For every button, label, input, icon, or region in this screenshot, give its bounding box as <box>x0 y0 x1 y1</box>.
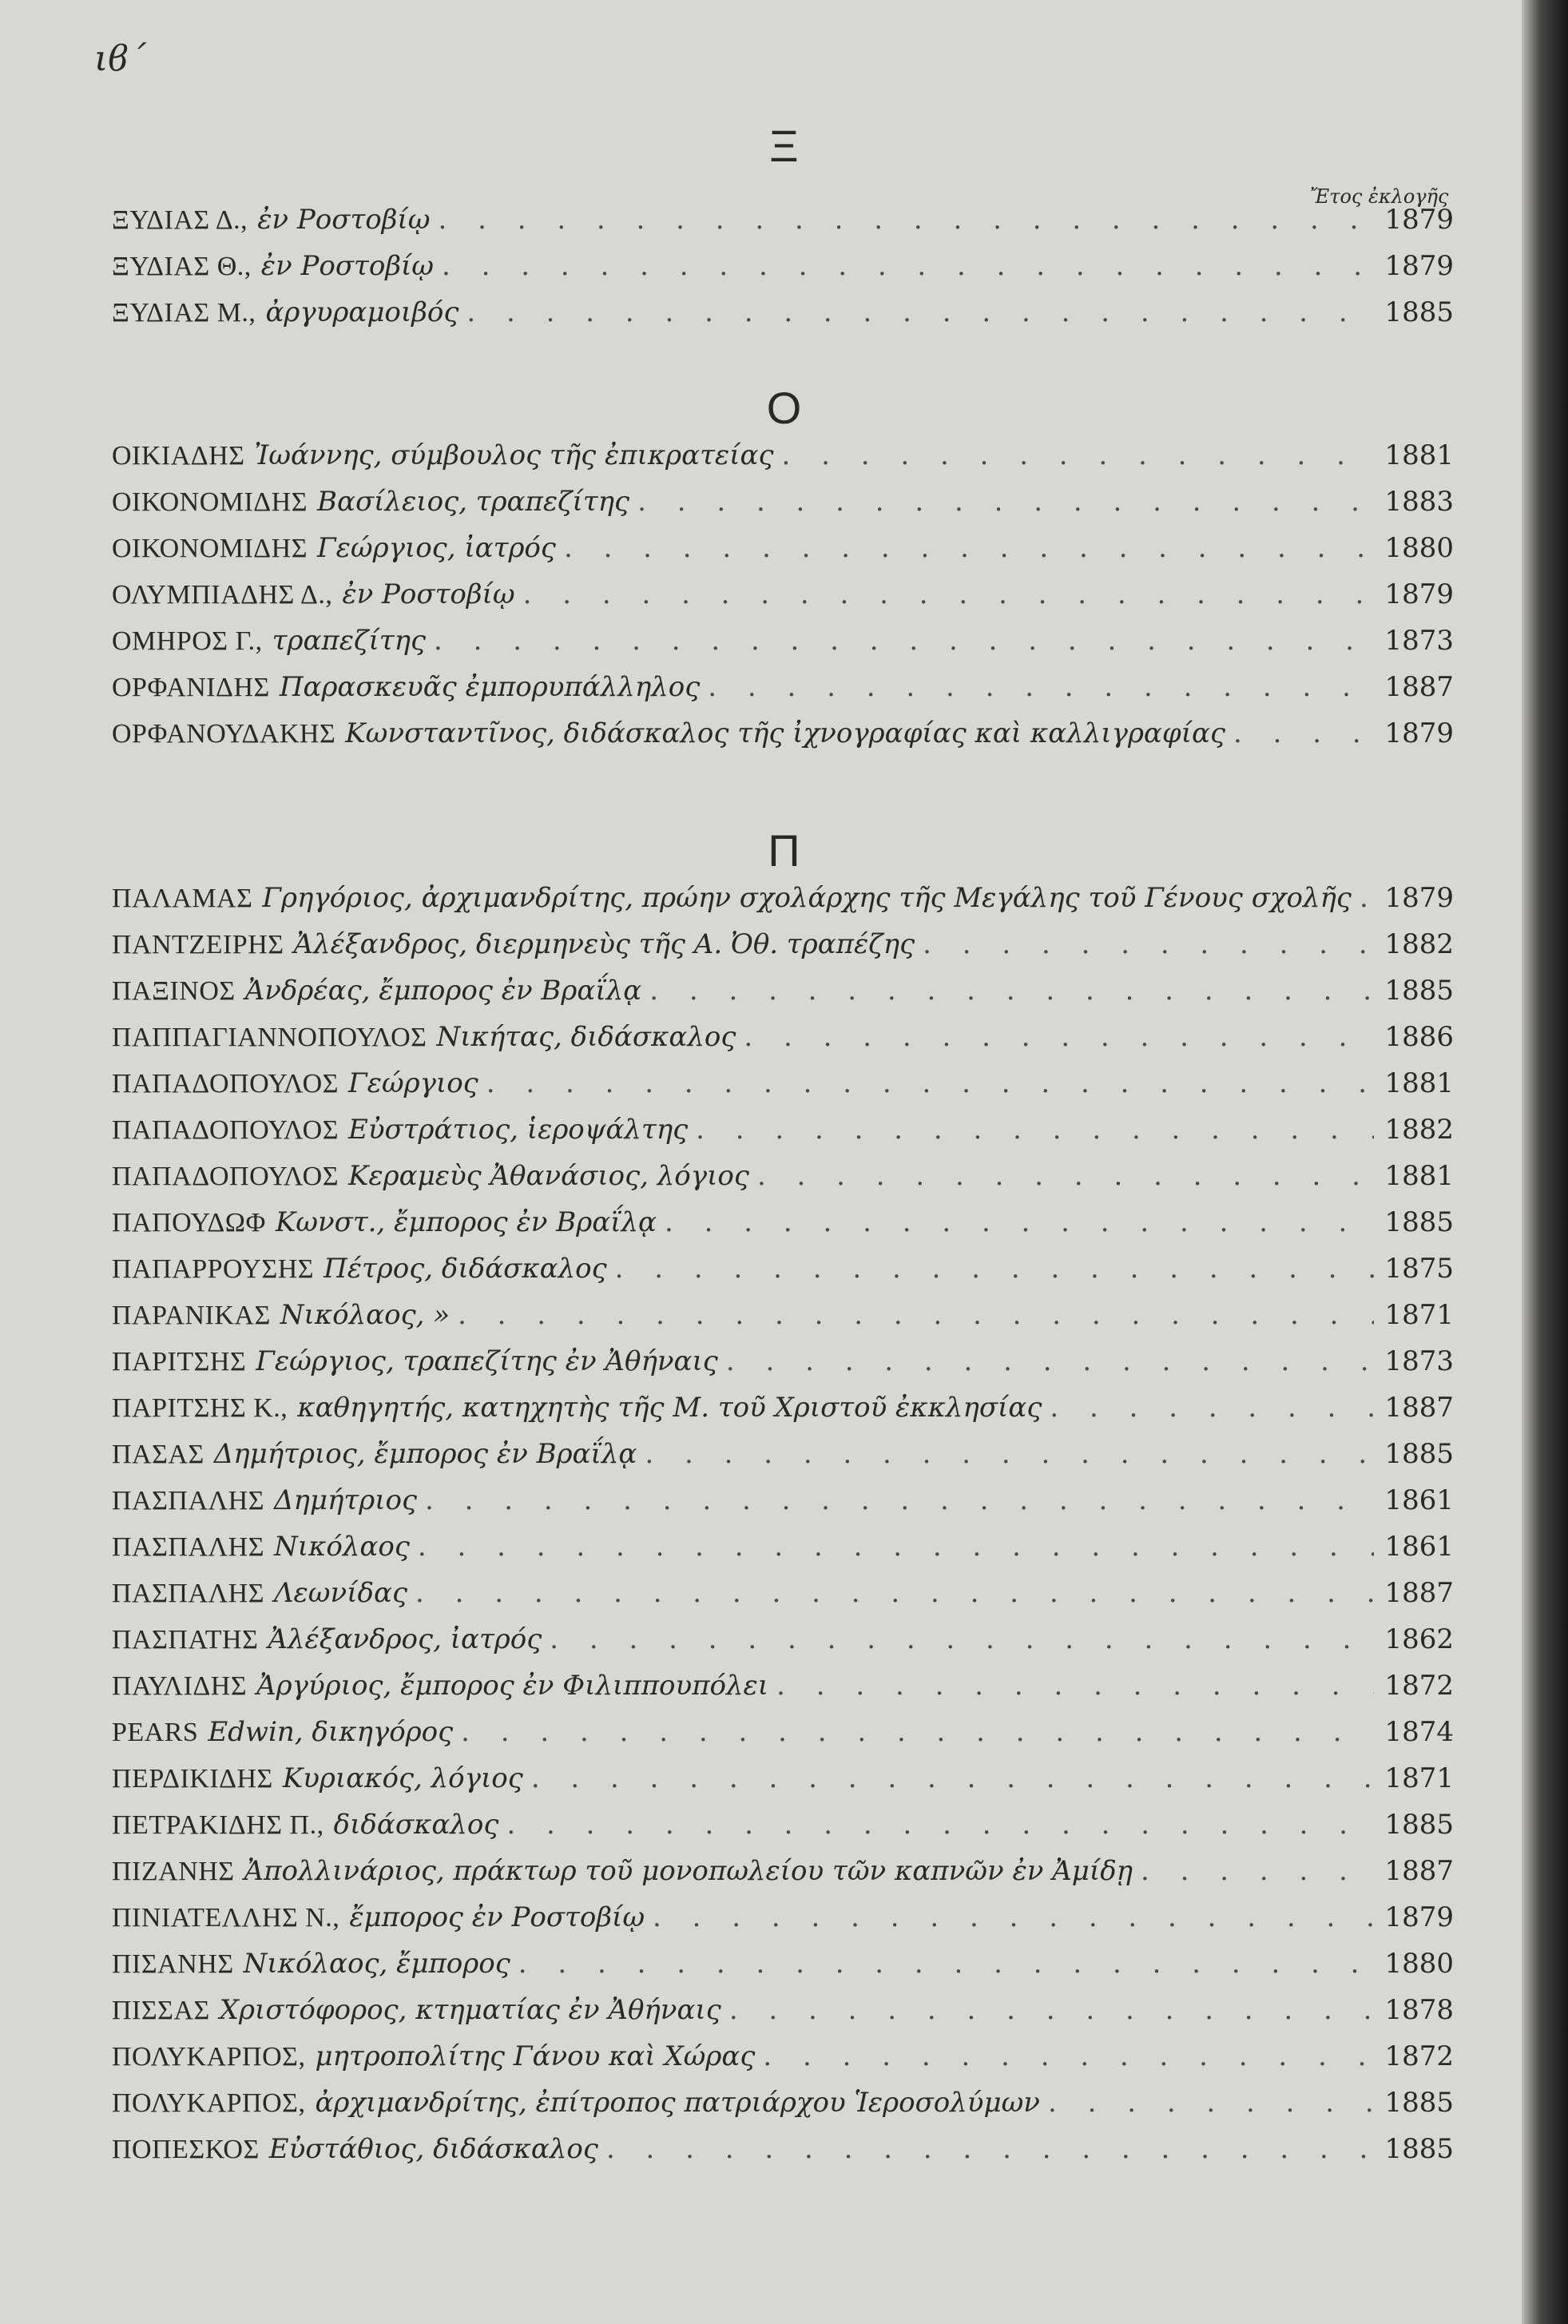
entry-year: 1885 <box>1384 296 1454 328</box>
list-item <box>112 882 1454 928</box>
entry-year: 1885 <box>1384 2087 1454 2119</box>
entry-description: Παρασκευᾶς ἐμπορυπάλληλος <box>279 671 701 703</box>
entry-year: 1887 <box>1384 1855 1454 1887</box>
list-item <box>112 1484 1454 1531</box>
dot-leader <box>415 1577 1374 1609</box>
entry-description: Ἀργύριος, ἔμπορος ἐν Φιλιππουπόλει <box>256 1670 769 1702</box>
list-item <box>112 717 1454 764</box>
entry-surname: ΠΑΛΑΜΑΣ <box>112 884 253 913</box>
entry-year: 1861 <box>1384 1484 1454 1516</box>
dot-leader <box>550 1623 1374 1655</box>
list-item <box>112 2040 1454 2087</box>
list-item <box>112 1901 1454 1948</box>
list-item <box>112 204 1454 250</box>
entry-surname: ΠΟΛΥΚΑΡΠΟΣ, <box>112 2088 306 2118</box>
page-number: ιϐ΄ <box>94 38 146 79</box>
section-letter: Ο <box>766 383 802 433</box>
entry-description: ἔμπορος ἐν Ροστοβίῳ <box>349 1901 645 1933</box>
entry-surname: ΠΑΠΑΔΟΠΟΥΛΟΣ <box>112 1115 339 1145</box>
dot-leader <box>744 1021 1374 1053</box>
dot-leader <box>425 1484 1374 1516</box>
list-item <box>112 1299 1454 1345</box>
entry-description: Γεώργιος, ἰατρός <box>317 532 556 564</box>
entry-surname: ΠΑΞΙΝΟΣ <box>112 976 236 1006</box>
entry-year: 1879 <box>1384 250 1454 282</box>
entry-description: καθηγητής, κατηχητὴς τῆς Μ. τοῦ Χριστοῦ ἐκκλησίας <box>297 1392 1042 1424</box>
entry-description: Ἀλέξανδρος, ἰατρός <box>268 1623 542 1655</box>
entry-surname: ΠΑΣΠΑΛΗΣ <box>112 1579 264 1608</box>
entry-description: Εὐστάθιος, διδάσκαλος <box>268 2133 598 2165</box>
entry-year: 1873 <box>1384 1345 1454 1377</box>
dot-leader <box>606 2133 1374 2165</box>
dot-leader <box>523 578 1374 610</box>
list-item <box>112 671 1454 717</box>
entry-description: Βασίλειος, τραπεζίτης <box>317 486 630 518</box>
list-item <box>112 1623 1454 1670</box>
entry-surname: ΟΙΚΟΝΟΜΙΔΗΣ <box>112 487 308 517</box>
entry-year: 1885 <box>1384 1206 1454 1238</box>
entry-surname: ΞΥΔΙΑΣ Θ., <box>112 252 252 281</box>
entry-surname: ΟΙΚΟΝΟΜΙΔΗΣ <box>112 534 308 563</box>
list-item <box>112 250 1454 296</box>
entry-surname: ΠΑΝΤΖΕΙΡΗΣ <box>112 930 284 959</box>
year-column-header: Ἔτος ἐκλογῆς <box>1310 185 1449 208</box>
dot-leader <box>506 1809 1374 1841</box>
entry-year: 1874 <box>1384 1716 1454 1748</box>
list-item <box>112 1948 1454 1994</box>
dot-leader <box>782 439 1375 471</box>
dot-leader <box>1141 1855 1374 1887</box>
entry-surname: ΠΑΥΛΙΔΗΣ <box>112 1671 248 1701</box>
entry-surname: ΟΡΦΑΝΙΔΗΣ <box>112 673 270 702</box>
list-item <box>112 1067 1454 1114</box>
list-item <box>112 1670 1454 1716</box>
dot-leader <box>461 1716 1374 1748</box>
list-item <box>112 486 1454 532</box>
dot-leader <box>434 625 1374 657</box>
list-item <box>112 1438 1454 1484</box>
entry-year: 1882 <box>1384 1114 1454 1146</box>
list-item <box>112 975 1454 1021</box>
section-entries <box>112 882 1454 2179</box>
list-item <box>112 2133 1454 2179</box>
dot-leader <box>418 1531 1374 1563</box>
list-item <box>112 1392 1454 1438</box>
entry-description: ἀρχιμανδρίτης, ἐπίτροπος πατριάρχου Ἱεροσολύμων <box>315 2087 1040 2119</box>
entry-description: Κεραμεὺς Ἀθανάσιος, λόγιος <box>348 1160 749 1192</box>
entry-year: 1881 <box>1384 1067 1454 1099</box>
entry-surname: ΞΥΔΙΑΣ Μ., <box>112 298 256 328</box>
entry-description: Edwin, δικηγόρος <box>208 1716 454 1748</box>
dot-leader <box>466 296 1374 328</box>
entry-year: 1883 <box>1384 486 1454 518</box>
list-item <box>112 1114 1454 1160</box>
list-item <box>112 928 1454 975</box>
entry-surname: ΠΑΡΙΤΣΗΣ Κ., <box>112 1393 288 1423</box>
dot-leader <box>442 250 1374 282</box>
list-item <box>112 1345 1454 1392</box>
entry-description: ἐν Ροστοβίῳ <box>257 204 431 236</box>
entry-surname: ΟΛΥΜΠΙΑΔΗΣ Δ., <box>112 580 333 610</box>
dot-leader <box>763 2040 1374 2072</box>
entry-surname: ΟΡΦΑΝΟΥΔΑΚΗΣ <box>112 719 336 749</box>
dot-leader <box>757 1160 1374 1192</box>
dot-leader <box>696 1114 1374 1146</box>
entry-description: Γρηγόριος, ἀρχιμανδρίτης, πρώην σχολάρχης τῆς Μεγάλης τοῦ Γένους σχολῆς <box>262 882 1352 914</box>
entry-surname: PEARS <box>112 1718 199 1747</box>
entry-year: 1872 <box>1384 2040 1454 2072</box>
dot-leader <box>665 1206 1374 1238</box>
entry-description: Ἀνδρέας, ἔμπορος ἐν Βραΐλᾳ <box>244 975 642 1007</box>
entry-description: Κωνστ., ἔμπορος ἐν Βραΐλᾳ <box>275 1206 657 1238</box>
entry-year: 1872 <box>1384 1670 1454 1702</box>
entry-surname: ΠΙΣΣΑΣ <box>112 1996 210 2025</box>
entry-description: Γεώργιος <box>348 1067 478 1099</box>
entry-surname: ΠΙΣΑΝΗΣ <box>112 1949 234 1979</box>
entry-year: 1879 <box>1384 578 1454 610</box>
entry-year: 1879 <box>1384 717 1454 749</box>
entry-description: Κυριακός, λόγιος <box>282 1762 523 1794</box>
section-entries <box>112 439 1454 764</box>
list-item <box>112 578 1454 625</box>
entry-surname: ΠΟΠΕΣΚΟΣ <box>112 2135 260 2164</box>
entry-description: ἀργυραμοιβός <box>265 296 459 328</box>
list-item <box>112 625 1454 671</box>
list-item <box>112 1253 1454 1299</box>
list-item <box>112 1577 1454 1623</box>
entry-surname: ΠΑΠΠΑΓΙΑΝΝΟΠΟΥΛΟΣ <box>112 1023 427 1052</box>
entry-description: Δημήτριος, ἔμπορος ἐν Βραΐλᾳ <box>213 1438 637 1470</box>
entry-year: 1887 <box>1384 671 1454 703</box>
list-item <box>112 532 1454 578</box>
page-edge-shadow <box>1522 0 1568 2324</box>
entry-year: 1887 <box>1384 1577 1454 1609</box>
entry-surname: ΠΑΠΑΔΟΠΟΥΛΟΣ <box>112 1069 339 1098</box>
entry-description: Ἰωάννης, σύμβουλος τῆς ἐπικρατείας <box>254 439 774 471</box>
entry-description: Νικόλαος, ἔμπορος <box>243 1948 510 1980</box>
dot-leader <box>1050 1392 1374 1424</box>
list-item <box>112 1716 1454 1762</box>
entry-surname: ΠΑΡΑΝΙΚΑΣ <box>112 1301 271 1330</box>
entry-year: 1882 <box>1384 928 1454 960</box>
entry-year: 1862 <box>1384 1623 1454 1655</box>
entry-surname: ΠΑΣΑΣ <box>112 1440 204 1469</box>
dot-leader <box>458 1299 1374 1331</box>
dot-leader <box>923 928 1374 960</box>
entry-description: Λεωνίδας <box>274 1577 407 1609</box>
entry-year: 1887 <box>1384 1392 1454 1424</box>
list-item <box>112 1809 1454 1855</box>
entry-description: Νικήτας, διδάσκαλος <box>436 1021 736 1053</box>
entry-description: Δημήτριος <box>274 1484 418 1516</box>
entry-year: 1885 <box>1384 2133 1454 2165</box>
entry-year: 1871 <box>1384 1762 1454 1794</box>
list-item <box>112 1855 1454 1901</box>
entry-year: 1875 <box>1384 1253 1454 1285</box>
entry-description: ἐν Ροστοβίῳ <box>342 578 515 610</box>
dot-leader <box>649 975 1374 1007</box>
entry-description: Γεώργιος, τραπεζίτης ἐν Ἀθήναις <box>256 1345 718 1377</box>
entry-description: διδάσκαλος <box>333 1809 499 1841</box>
list-item <box>112 1021 1454 1067</box>
entry-description: Νικόλαος <box>274 1531 410 1563</box>
entry-year: 1879 <box>1384 204 1454 236</box>
entry-year: 1885 <box>1384 975 1454 1007</box>
entry-description: τραπεζίτης <box>272 625 427 657</box>
entry-year: 1881 <box>1384 1160 1454 1192</box>
entry-year: 1880 <box>1384 1948 1454 1980</box>
entry-surname: ΠΕΤΡΑΚΙΔΗΣ Π., <box>112 1810 324 1840</box>
list-item <box>112 1531 1454 1577</box>
entry-surname: ΠΕΡΔΙΚΙΔΗΣ <box>112 1764 273 1794</box>
entry-surname: ΠΑΠΑΔΟΠΟΥΛΟΣ <box>112 1162 339 1191</box>
entry-year: 1873 <box>1384 625 1454 657</box>
entry-surname: ΠΑΠΟΥΔΩΦ <box>112 1208 266 1237</box>
dot-leader <box>531 1762 1374 1794</box>
dot-leader <box>1360 882 1374 914</box>
entry-surname: ΠΑΡΙΤΣΗΣ <box>112 1347 247 1377</box>
entry-description: Πέτρος, διδάσκαλος <box>324 1253 607 1285</box>
list-item <box>112 1994 1454 2040</box>
list-item <box>112 1160 1454 1206</box>
list-item <box>112 2087 1454 2133</box>
entry-surname: ΠΑΣΠΑΤΗΣ <box>112 1625 259 1655</box>
entry-surname: ΠΑΣΠΑΛΗΣ <box>112 1486 264 1516</box>
section-letter: Ξ <box>769 121 799 171</box>
entry-year: 1885 <box>1384 1809 1454 1841</box>
entry-year: 1881 <box>1384 439 1454 471</box>
dot-leader <box>653 1901 1374 1933</box>
dot-leader <box>726 1345 1374 1377</box>
list-item <box>112 296 1454 343</box>
dot-leader <box>729 1994 1374 2026</box>
dot-leader <box>708 671 1374 703</box>
entry-surname: ΠΑΣΠΑΛΗΣ <box>112 1532 264 1562</box>
dot-leader <box>1233 717 1374 749</box>
entry-surname: ΟΙΚΙΑΔΗΣ <box>112 441 245 471</box>
list-item <box>112 439 1454 486</box>
dot-leader <box>1048 2087 1374 2119</box>
dot-leader <box>518 1948 1374 1980</box>
dot-leader <box>486 1067 1374 1099</box>
entry-year: 1871 <box>1384 1299 1454 1331</box>
list-item <box>112 1762 1454 1809</box>
dot-leader <box>564 532 1374 564</box>
section-entries <box>112 204 1454 343</box>
entry-description: Ἀπολλινάριος, πράκτωρ τοῦ μονοπωλείου τῶν καπνῶν ἐν Ἀμίδῃ <box>244 1855 1133 1887</box>
entry-surname: ΞΥΔΙΑΣ Δ., <box>112 205 248 235</box>
entry-year: 1879 <box>1384 882 1454 914</box>
entry-year: 1885 <box>1384 1438 1454 1470</box>
list-item <box>112 1206 1454 1253</box>
dot-leader <box>776 1670 1374 1702</box>
entry-description: Ἀλέξανδρος, διερμηνεὺς τῆς Α. Ὀθ. τραπέζης <box>293 928 915 960</box>
entry-surname: ΠΙΝΙΑΤΕΛΛΗΣ Ν., <box>112 1903 340 1933</box>
dot-leader <box>645 1438 1374 1470</box>
entry-description: ἐν Ροστοβίῳ <box>260 250 435 282</box>
dot-leader <box>637 486 1374 518</box>
entry-description: Εὐστράτιος, ἱεροψάλτης <box>348 1114 689 1146</box>
entry-description: Νικόλαος, » <box>280 1299 451 1331</box>
entry-surname: ΠΙΖΑΝΗΣ <box>112 1857 235 1886</box>
entry-surname: ΠΑΠΑΡΡΟΥΣΗΣ <box>112 1254 315 1284</box>
entry-year: 1878 <box>1384 1994 1454 2026</box>
entry-year: 1886 <box>1384 1021 1454 1053</box>
dot-leader <box>615 1253 1374 1285</box>
entry-year: 1879 <box>1384 1901 1454 1933</box>
entry-surname: ΠΟΛΥΚΑΡΠΟΣ, <box>112 2042 306 2072</box>
section-letter: Π <box>768 825 800 876</box>
entry-description: μητροπολίτης Γάνου καὶ Χώρας <box>315 2040 756 2072</box>
entry-year: 1861 <box>1384 1531 1454 1563</box>
entry-description: Κωνσταντῖνος, διδάσκαλος τῆς ἰχνογραφίας καὶ καλλιγραφίας <box>345 717 1226 749</box>
dot-leader <box>438 204 1374 236</box>
entry-surname: ΟΜΗΡΟΣ Γ., <box>112 626 263 656</box>
entry-year: 1880 <box>1384 532 1454 564</box>
entry-description: Χριστόφορος, κτηματίας ἐν Ἀθήναις <box>219 1994 721 2026</box>
